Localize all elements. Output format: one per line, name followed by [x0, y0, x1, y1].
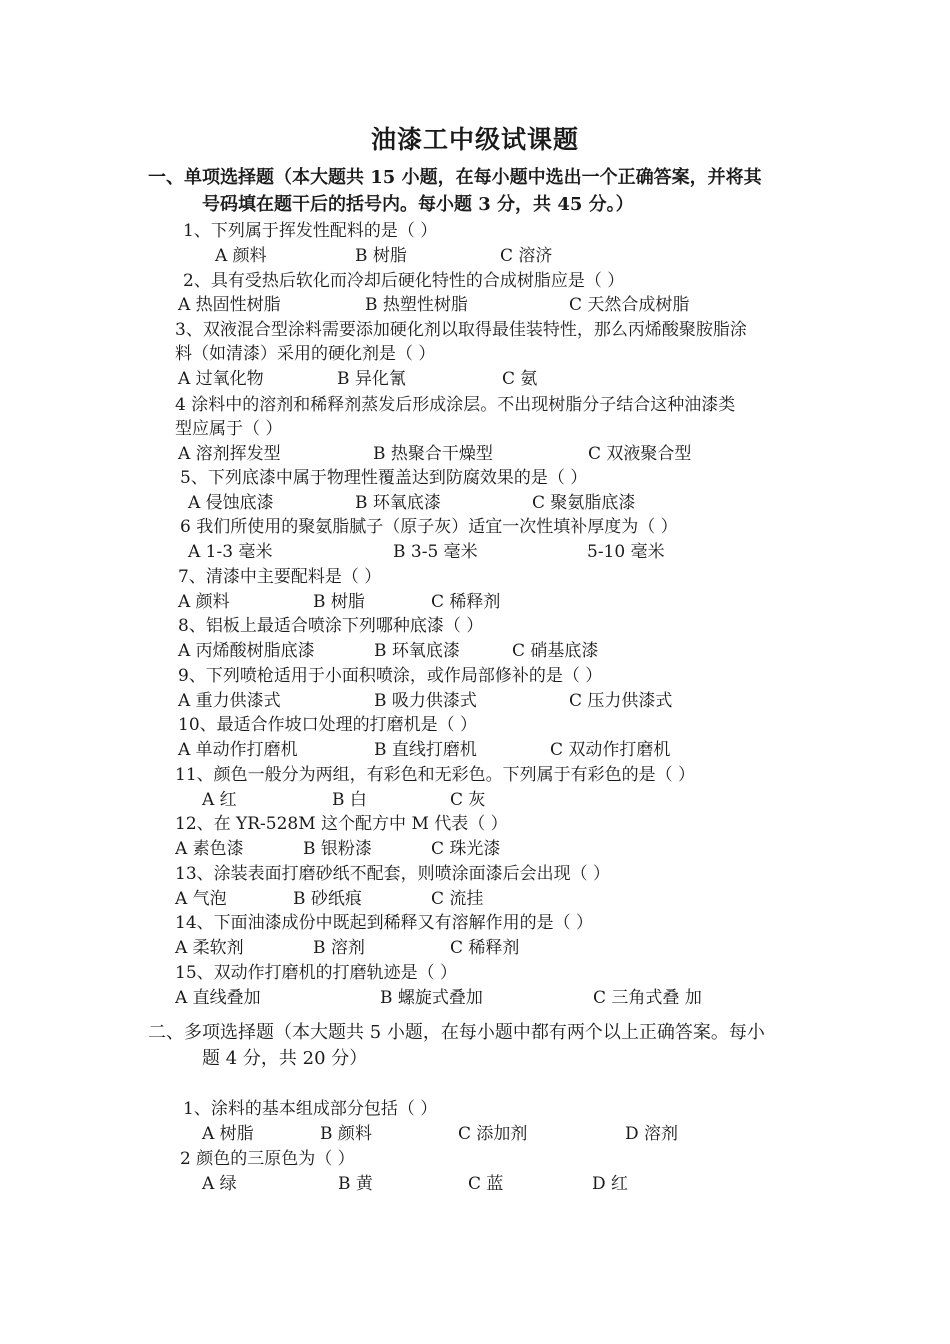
question-5-option-c: C 聚氨脂底漆: [532, 493, 636, 513]
question-10-text: 10、最适合作坡口处理的打磨机是（ ）: [178, 715, 478, 735]
question-15-text: 15、双动作打磨机的打磨轨迹是（ ）: [175, 963, 458, 983]
question-4-text-cont: 型应属于（ ）: [175, 419, 283, 439]
question-15-option-a: A 直线叠加: [175, 988, 261, 1008]
question-7-option-b: B 树脂: [313, 592, 365, 612]
question-4-option-b: B 热聚合干燥型: [373, 444, 493, 464]
question-3-option-c: C 氨: [502, 369, 538, 389]
section2-heading-line1: 二、多项选择题（本大题共 5 小题，在每小题中都有两个以上正确答案。每小: [148, 1022, 765, 1043]
question-5-text: 5、下列底漆中属于物理性覆盖达到防腐效果的是（ ）: [180, 468, 588, 488]
multi-question-1-option-d: D 溶剂: [625, 1124, 679, 1144]
question-11-option-c: C 灰: [450, 790, 486, 810]
question-14-option-b: B 溶剂: [313, 938, 365, 958]
question-14-option-c: C 稀释剂: [450, 938, 520, 958]
page-title: 油漆工中级试课题: [370, 125, 579, 154]
multi-question-1-option-b: B 颜料: [320, 1124, 372, 1144]
question-12-option-a: A 素色漆: [175, 839, 244, 859]
question-7-option-c: C 稀释剂: [431, 592, 501, 612]
question-15-option-b: B 螺旋式叠加: [380, 988, 483, 1008]
question-12-option-c: C 珠光漆: [431, 839, 501, 859]
question-2-option-b: B 热塑性树脂: [365, 295, 468, 315]
question-4-option-c: C 双液聚合型: [588, 444, 692, 464]
question-4-option-a: A 溶剂挥发型: [178, 444, 281, 464]
section1-heading-line1: 一、单项选择题（本大题共 15 小题，在每小题中选出一个正确答案，并将其: [148, 167, 762, 188]
question-3-text: 3、双液混合型涂料需要添加硬化剂以取得最佳装特性，那么丙烯酸聚胺脂涂: [175, 320, 747, 340]
question-8-option-a: A 丙烯酸树脂底漆: [178, 641, 315, 661]
question-9-option-b: B 吸力供漆式: [374, 691, 477, 711]
question-2-text: 2、具有受热后软化而冷却后硬化特性的合成树脂应是（ ）: [183, 271, 625, 291]
question-7-option-a: A 颜料: [178, 592, 230, 612]
section2-heading-line2: 题 4 分，共 20 分）: [202, 1048, 368, 1069]
question-1-option-b: B 树脂: [355, 246, 407, 266]
question-5-option-a: A 侵蚀底漆: [188, 493, 274, 513]
question-13-option-c: C 流挂: [431, 889, 484, 909]
question-4-text: 4 涂料中的溶剂和稀释剂蒸发后形成涂层。不出现树脂分子结合这种油漆类: [175, 395, 736, 415]
question-13-option-a: A 气泡: [175, 889, 227, 909]
question-12-text: 12、在 YR-528M 这个配方中 M 代表（ ）: [175, 814, 508, 834]
question-3-text-cont: 料（如清漆）采用的硬化剂是（ ）: [175, 344, 436, 364]
question-13-text: 13、涂装表面打磨砂纸不配套，则喷涂面漆后会出现（ ）: [175, 864, 611, 884]
question-8-option-c: C 硝基底漆: [512, 641, 599, 661]
question-13-option-b: B 砂纸痕: [293, 889, 362, 909]
question-7-text: 7、清漆中主要配料是（ ）: [178, 567, 382, 587]
multi-question-2-option-a: A 绿: [202, 1174, 237, 1194]
question-8-option-b: B 环氧底漆: [374, 641, 460, 661]
question-9-option-c: C 压力供漆式: [569, 691, 673, 711]
question-10-option-a: A 单动作打磨机: [178, 740, 298, 760]
question-12-option-b: B 银粉漆: [303, 839, 372, 859]
question-5-option-b: B 环氧底漆: [355, 493, 441, 513]
question-6-option-c: 5-10 毫米: [587, 542, 665, 562]
question-11-text: 11、颜色一般分为两组，有彩色和无彩色。下列属于有彩色的是（ ）: [175, 765, 696, 785]
multi-question-1-text: 1、涂料的基本组成部分包括（ ）: [183, 1099, 438, 1119]
multi-question-2-text: 2 颜色的三原色为（ ）: [180, 1149, 355, 1169]
question-2-option-c: C 天然合成树脂: [569, 295, 690, 315]
question-6-option-b: B 3-5 毫米: [393, 542, 478, 562]
multi-question-2-option-b: B 黄: [338, 1174, 373, 1194]
question-11-option-b: B 白: [332, 790, 367, 810]
question-1-text: 1、下列属于挥发性配料的是（ ）: [183, 221, 438, 241]
question-1-option-c: C 溶济: [500, 246, 553, 266]
question-9-option-a: A 重力供漆式: [178, 691, 281, 711]
section1-heading-line2: 号码填在题干后的括号内。每小题 3 分，共 45 分。）: [202, 194, 634, 215]
multi-question-2-option-c: C 蓝: [468, 1174, 504, 1194]
question-3-option-b: B 异化氰: [337, 369, 406, 389]
multi-question-1-option-c: C 添加剂: [458, 1124, 528, 1144]
question-9-text: 9、下列喷枪适用于小面积喷涂，或作局部修补的是（ ）: [178, 666, 603, 686]
multi-question-1-option-a: A 树脂: [202, 1124, 254, 1144]
question-3-option-a: A 过氧化物: [178, 369, 264, 389]
question-11-option-a: A 红: [202, 790, 237, 810]
question-15-option-c: C 三角式叠 加: [593, 988, 702, 1008]
question-14-option-a: A 柔软剂: [175, 938, 244, 958]
question-1-option-a: A 颜料: [215, 246, 267, 266]
question-10-option-b: B 直线打磨机: [374, 740, 477, 760]
question-14-text: 14、下面油漆成份中既起到稀释又有溶解作用的是（ ）: [175, 913, 594, 933]
question-8-text: 8、铝板上最适合喷涂下列哪种底漆（ ）: [178, 616, 484, 636]
question-10-option-c: C 双动作打磨机: [550, 740, 671, 760]
multi-question-2-option-d: D 红: [592, 1174, 629, 1194]
question-2-option-a: A 热固性树脂: [178, 295, 281, 315]
question-6-option-a: A 1-3 毫米: [188, 542, 273, 562]
question-6-text: 6 我们所使用的聚氨脂腻子（原子灰）适宜一次性填补厚度为（ ）: [180, 517, 678, 537]
